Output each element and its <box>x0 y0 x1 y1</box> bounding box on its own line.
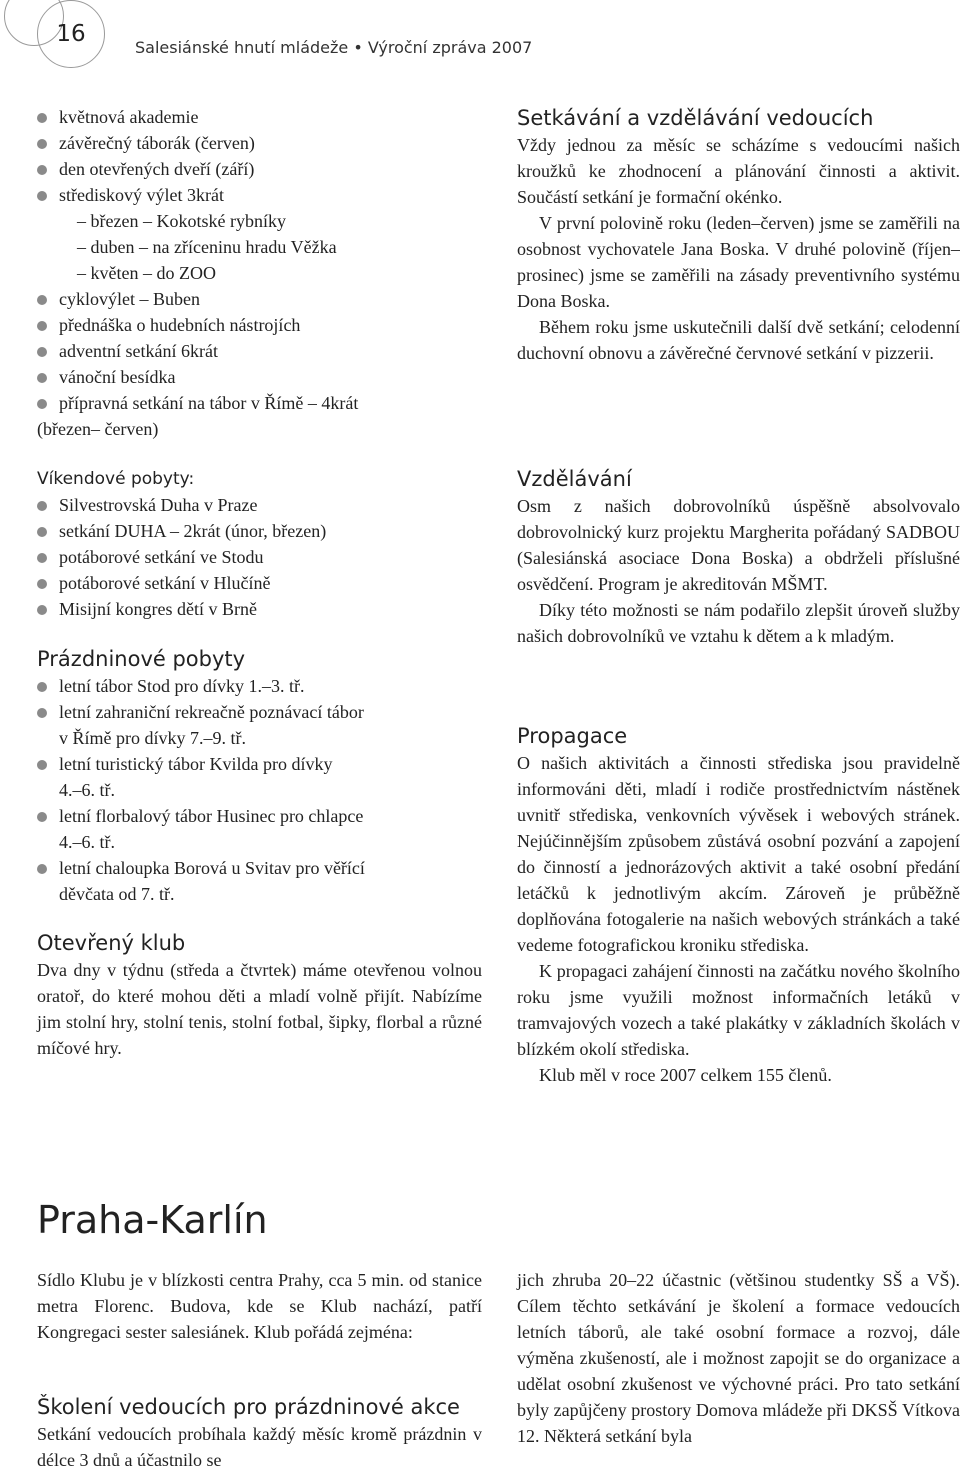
list-item: přípravná setkání na tábor v Římě – 4krát <box>37 390 482 416</box>
list-item: potáborové setkání ve Stodu <box>37 544 482 570</box>
list-item: adventní setkání 6krát <box>37 338 482 364</box>
paragraph: O našich aktivitách a činnosti střediska jsou pravidelně informováni děti, mladí i rodiče prostřednictvím nástěnek uvnitř střediska, venkovních vývěsek i webových stránek. Nejúčinnějším způsobem zůstává osobní pozvání a zapojení do činností a jednorázových aktivit a také osobní předání letáčků k jednotlivým akcím. Zároveň je průběžně doplňována fotogalerie na našich webových stránkách a také vedeme fotografickou kroniku střediska. <box>517 753 960 955</box>
list-item-continuation: děvčata od 7. tř. <box>59 884 175 904</box>
list-subitem: – duben – na zříceninu hradu Věžka <box>77 237 337 257</box>
page-number: 16 <box>56 21 86 47</box>
running-header: Salesiánské hnutí mládeže • Výroční zpráva 2007 <box>135 38 533 57</box>
education-section <box>517 465 960 649</box>
section-heading: Setkávání a vzdělávání vedoucích <box>517 106 874 130</box>
paragraph: Setkání vedoucích probíhala každý měsíc kromě prázdnin v délce 3 dnů a účastnilo se <box>37 1424 482 1470</box>
section-heading: Otevřený klub <box>37 931 186 955</box>
list-item: květnová akademie <box>37 104 482 130</box>
club-title: Praha-Karlín <box>37 1198 268 1242</box>
list-item-continuation: 4.–6. tř. <box>59 832 115 852</box>
list-item: vánoční besídka <box>37 364 482 390</box>
activities-list <box>37 104 482 442</box>
weekend-label: Víkendové pobyty: <box>37 469 195 489</box>
paragraph: Díky této možnosti se nám podařilo zlepšit úroveň služby našich dobrovolníků ve vztahu k dětem a k mladým. <box>517 600 960 646</box>
section-heading: Propagace <box>517 724 628 748</box>
paragraph: K propagaci zahájení činnosti na začátku nového školního roku jsme využili možnost informačních letáků v tramvajových vozech a také plakátky v základních školách v blízkém okolí střediska. <box>517 961 960 1059</box>
list-subitem: – březen – Kokotské rybníky <box>77 211 286 231</box>
paragraph: jich zhruba 20–22 účastnic (většinou studentky SŠ a VŠ). Cílem těchto setkávání je školení a formace vedoucích letních táborů, ale také osobní formace a rozvoj, dále výměna zkušeností, ale i možnost zapojit se do organizace a udělat osobní zkušenost ve výchovné práci. Pro tato setkání byly zapůjčeny prostory Domova mládeže při DKSŠ Vítkova 12. Některá setkání byla <box>517 1270 960 1446</box>
paragraph: Vždy jednou za měsíc se scházíme s vedoucími našich kroužků ke zhodnocení a plánování činnosti a aktivit. Součástí setkání je formační okénko. <box>517 135 960 207</box>
list-item: potáborové setkání v Hlučíně <box>37 570 482 596</box>
list-item: letní turistický tábor Kvilda pro dívky <box>37 751 482 777</box>
list-item: Misijní kongres dětí v Brně <box>37 596 482 622</box>
section-heading: Vzdělávání <box>517 467 632 491</box>
list-subitem: – květen – do ZOO <box>77 263 216 283</box>
section-heading: Prázdninové pobyty <box>37 647 246 671</box>
list-item-continuation: v Římě pro dívky 7.–9. tř. <box>59 728 246 748</box>
club-section <box>37 929 482 1061</box>
list-item: den otevřených dveří (září) <box>37 156 482 182</box>
paragraph: Dva dny v týdnu (středa a čtvrtek) máme otevřenou volnou oratoř, do které mohou děti a mladí volně přijít. Nabízíme jim stolní hry, stolní tenis, stolní fotbal, šipky, florbal a různé míčové hry. <box>37 960 482 1058</box>
list-item: letní chaloupka Borová u Svitav pro věřící <box>37 855 482 881</box>
training-section <box>37 1393 482 1473</box>
list-item: střediskový výlet 3krát <box>37 182 482 208</box>
list-item: setkání DUHA – 2krát (únor, březen) <box>37 518 482 544</box>
training-continued <box>517 1267 960 1449</box>
weekend-list <box>37 466 482 622</box>
paragraph: Klub měl v roce 2007 celkem 155 členů. <box>539 1065 832 1085</box>
paragraph: Sídlo Klubu je v blízkosti centra Prahy, cca 5 min. od stanice metra Florenc. Budova, kde se Klub nachází, patří Kongregaci sester salesiánek. Klub pořádá zejména: <box>37 1270 482 1342</box>
list-item-continuation: 4.–6. tř. <box>59 780 115 800</box>
list-item-continuation: (březen– červen) <box>37 419 159 439</box>
list-item: letní zahraniční rekreačně poznávací tábor <box>37 699 482 725</box>
paragraph: V první polovině roku (leden–červen) jsme se zaměřili na osobnost vychovatele Jana Boska. V druhé polovině (říjen–prosinec) jsme se zaměřili na zásady preventivního systému Dona Boska. <box>517 213 960 311</box>
summer-section <box>37 645 482 907</box>
list-item: letní tábor Stod pro dívky 1.–3. tř. <box>37 673 482 699</box>
paragraph: Během roku jsme uskutečnili další dvě setkání; celodenní duchovní obnovu a závěrečné červnové setkání v pizzerii. <box>517 317 960 363</box>
paragraph: Osm z našich dobrovolníků úspěšně absolvovalo dobrovolnický kurz projektu Margherita pořádaný SADBOU (Salesiánská asociace Dona Boska) a obdrželi příslušné osvědčení. Program je akreditován MŠMT. <box>517 496 960 594</box>
praha-karlin-intro <box>37 1267 482 1345</box>
list-item: závěrečný táborák (červen) <box>37 130 482 156</box>
list-item: přednáška o hudebních nástrojích <box>37 312 482 338</box>
list-item: Silvestrovská Duha v Praze <box>37 492 482 518</box>
praha-karlin-section <box>37 1197 482 1243</box>
promotion-section <box>517 722 960 1088</box>
meeting-section <box>517 104 960 366</box>
list-item: cyklovýlet – Buben <box>37 286 482 312</box>
list-item: letní florbalový tábor Husinec pro chlapce <box>37 803 482 829</box>
section-heading: Školení vedoucích pro prázdninové akce <box>37 1395 460 1419</box>
